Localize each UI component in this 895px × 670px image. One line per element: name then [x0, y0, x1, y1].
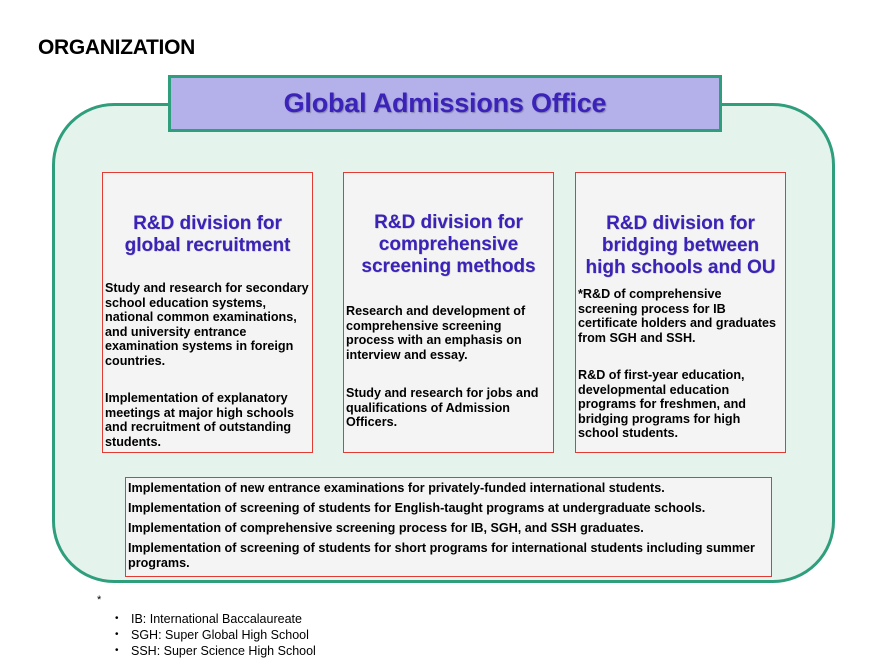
implementation-item: Implementation of comprehensive screening process for IB, SGH, and SSH graduates. — [128, 520, 644, 535]
division-title — [576, 213, 785, 279]
division-global-recruitment — [102, 172, 313, 453]
legend-item — [115, 611, 316, 627]
legend-item — [115, 643, 316, 659]
bullet-icon: • — [115, 613, 119, 624]
division-paragraph: Research and development of comprehensive screening process with an emphasis on interview and essay. — [346, 304, 526, 362]
implementation-item: Implementation of new entrance examinations for privately-funded international students. — [128, 481, 665, 495]
implementation-box — [125, 477, 772, 577]
division-title-line: high schools and OU — [585, 257, 776, 278]
division-title-line: bridging between — [601, 235, 760, 256]
division-paragraph: *R&D of comprehensive screening process for IB certificate holders and graduates from SGH and SSH. — [578, 287, 777, 345]
legend-item — [115, 627, 316, 643]
footnote-marker: * — [97, 594, 102, 606]
division-paragraph: R&D of first-year education, developmental education programs for freshmen, and bridging programs for high school students. — [578, 368, 746, 441]
division-paragraph: Study and research for jobs and qualifications of Admission Officers. — [346, 386, 539, 430]
division-title-line: R&D division for — [606, 213, 755, 234]
division-title-line: comprehensive — [378, 234, 519, 255]
implementation-item: Implementation of screening of students for short programs for international students including summer programs. — [128, 540, 755, 570]
office-title-box — [168, 75, 722, 132]
page-heading: ORGANIZATION — [38, 36, 195, 59]
division-title-line: R&D division for — [133, 213, 282, 234]
division-title — [103, 213, 312, 257]
legend-text: SSH: Super Science High School — [131, 644, 316, 658]
division-paragraph: Implementation of explanatory meetings at major high schools and recruitment of outstanding students. — [105, 391, 294, 449]
legend-text: SGH: Super Global High School — [131, 628, 309, 642]
division-bridging — [575, 172, 786, 453]
bullet-icon: • — [115, 645, 119, 656]
division-title — [344, 212, 553, 278]
abbreviation-legend — [115, 611, 316, 659]
legend-text: IB: International Baccalaureate — [131, 612, 302, 626]
implementation-item: Implementation of screening of students for English-taught programs at undergraduate schools. — [128, 500, 706, 515]
division-paragraph: Study and research for secondary school education systems, national common examinations, and university entrance examination systems in foreign countries. — [105, 281, 309, 368]
division-title-line: global recruitment — [124, 235, 291, 256]
division-title-line: screening methods — [361, 256, 536, 277]
office-title: Global Admissions Office — [283, 88, 607, 118]
bullet-icon: • — [115, 629, 119, 640]
division-title-line: R&D division for — [374, 212, 523, 233]
division-comprehensive-screening — [343, 172, 554, 453]
